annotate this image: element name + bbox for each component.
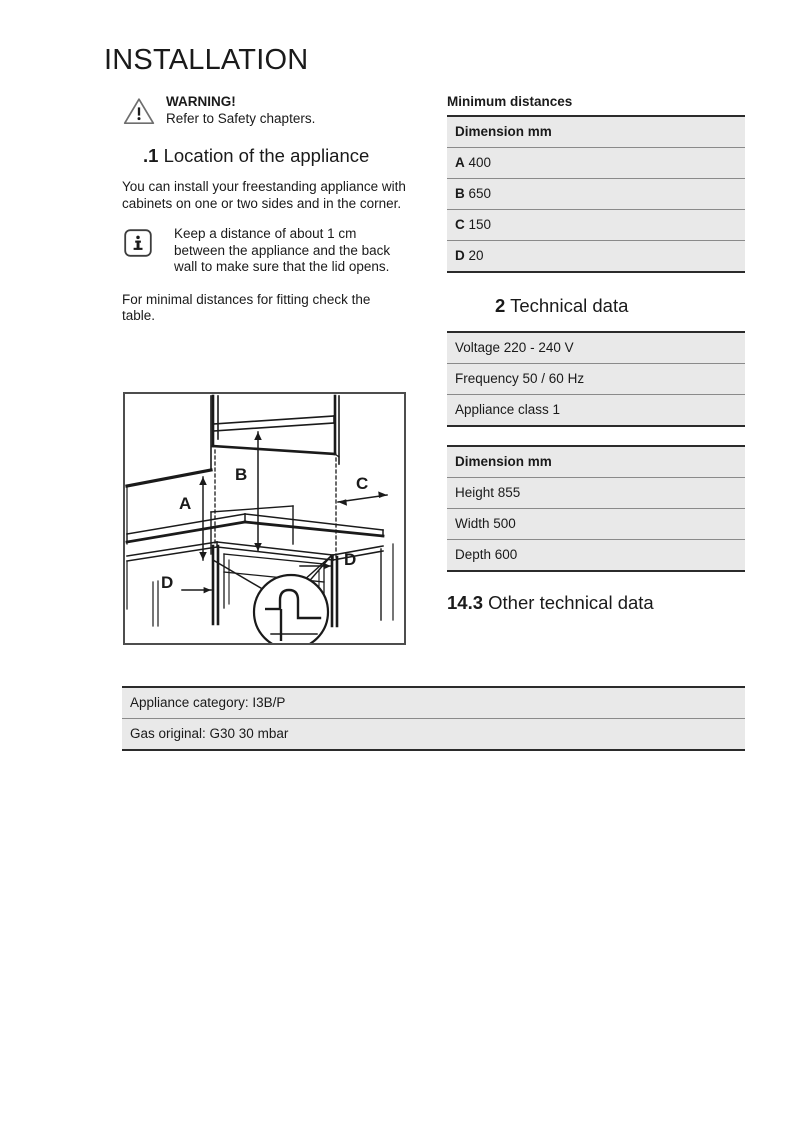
note-body: Keep a distance of about 1 cm between the appliance and the back wall to make sure that the lid opens.	[174, 226, 391, 274]
warning-body	[166, 94, 407, 127]
dimension-height: Height 855	[447, 478, 745, 509]
section-heading-location	[143, 145, 407, 167]
minimum-distance-d	[447, 241, 745, 273]
figure-label-c: C	[356, 474, 369, 493]
table-row	[447, 148, 745, 179]
section-heading-other	[447, 592, 745, 614]
section-title: Other technical data	[488, 592, 654, 613]
other-technical-data-table	[122, 686, 745, 751]
section-number: .1	[143, 145, 159, 166]
figure-label-d-left: D	[161, 573, 174, 592]
table-row	[122, 687, 745, 719]
dimensions-header: Dimension mm	[447, 446, 745, 478]
dimension-key: D	[455, 248, 465, 263]
table-header-row	[447, 446, 745, 478]
minimum-distances-caption: Minimum distances	[447, 94, 573, 109]
spec-voltage: Voltage 220 - 240 V	[447, 332, 745, 364]
warning-icon-slot	[122, 94, 166, 126]
minimum-distance-c	[447, 210, 745, 241]
info-icon	[122, 228, 154, 258]
dimension-key: B	[455, 186, 465, 201]
figure-label-b: B	[235, 465, 248, 484]
other-technical-data-table-wrapper	[122, 686, 745, 751]
minimum-distances-header: Dimension mm	[447, 116, 745, 148]
table-header-row	[447, 116, 745, 148]
table-row	[447, 179, 745, 210]
installation-clearance-diagram	[123, 392, 406, 645]
section-title: Location of the appliance	[163, 145, 370, 166]
table-row	[447, 241, 745, 273]
table-row	[447, 509, 745, 540]
right-column	[447, 94, 745, 614]
minimum-distance-a	[447, 148, 745, 179]
warning-title: WARNING!	[166, 94, 236, 109]
note-admonition	[122, 226, 407, 276]
gas-original: Gas original: G30 30 mbar	[122, 719, 745, 751]
left-column	[122, 94, 407, 325]
appliance-category: Appliance category: I3B/P	[122, 687, 745, 719]
table-row	[122, 719, 745, 751]
dimension-value: 150	[468, 217, 492, 232]
dimension-value: 650	[468, 186, 492, 201]
warning-text: Refer to Safety chapters.	[166, 110, 316, 126]
dimension-depth: Depth 600	[447, 540, 745, 572]
paragraph-table-ref: For minimal distances for fitting check the table.	[122, 291, 371, 323]
section-number: 2	[495, 295, 506, 316]
dimension-value: 20	[468, 248, 484, 263]
table-row	[447, 210, 745, 241]
spec-frequency: Frequency 50 / 60 Hz	[447, 364, 745, 395]
appliance-dimensions-table	[447, 445, 745, 572]
table-row	[447, 540, 745, 572]
spec-appliance-class: Appliance class 1	[447, 395, 745, 427]
paragraph-install-info: You can install your freestanding appliance with cabinets on one or two sides and in the corner.	[122, 179, 406, 211]
dimension-value: 400	[468, 155, 492, 170]
minimum-distances-table	[447, 115, 745, 273]
figure-label-d-right: D	[344, 550, 357, 569]
info-icon-slot	[122, 226, 166, 258]
dimension-width: Width 500	[447, 509, 745, 540]
dimension-key: A	[455, 155, 465, 170]
dimension-key: C	[455, 217, 465, 232]
figure-label-a: A	[179, 494, 192, 513]
section-title: Technical data	[510, 295, 629, 316]
technical-specs-table	[447, 331, 745, 427]
minimum-distance-b	[447, 179, 745, 210]
table-row	[447, 478, 745, 509]
table-row	[447, 395, 745, 427]
diagram-svg	[125, 394, 404, 643]
warning-admonition	[122, 94, 407, 127]
section-heading-technical	[495, 295, 745, 317]
table-row	[447, 364, 745, 395]
warning-triangle-icon	[122, 96, 156, 126]
page-title: INSTALLATION	[104, 44, 309, 76]
section-number: 14.3	[447, 592, 484, 613]
table-row	[447, 332, 745, 364]
